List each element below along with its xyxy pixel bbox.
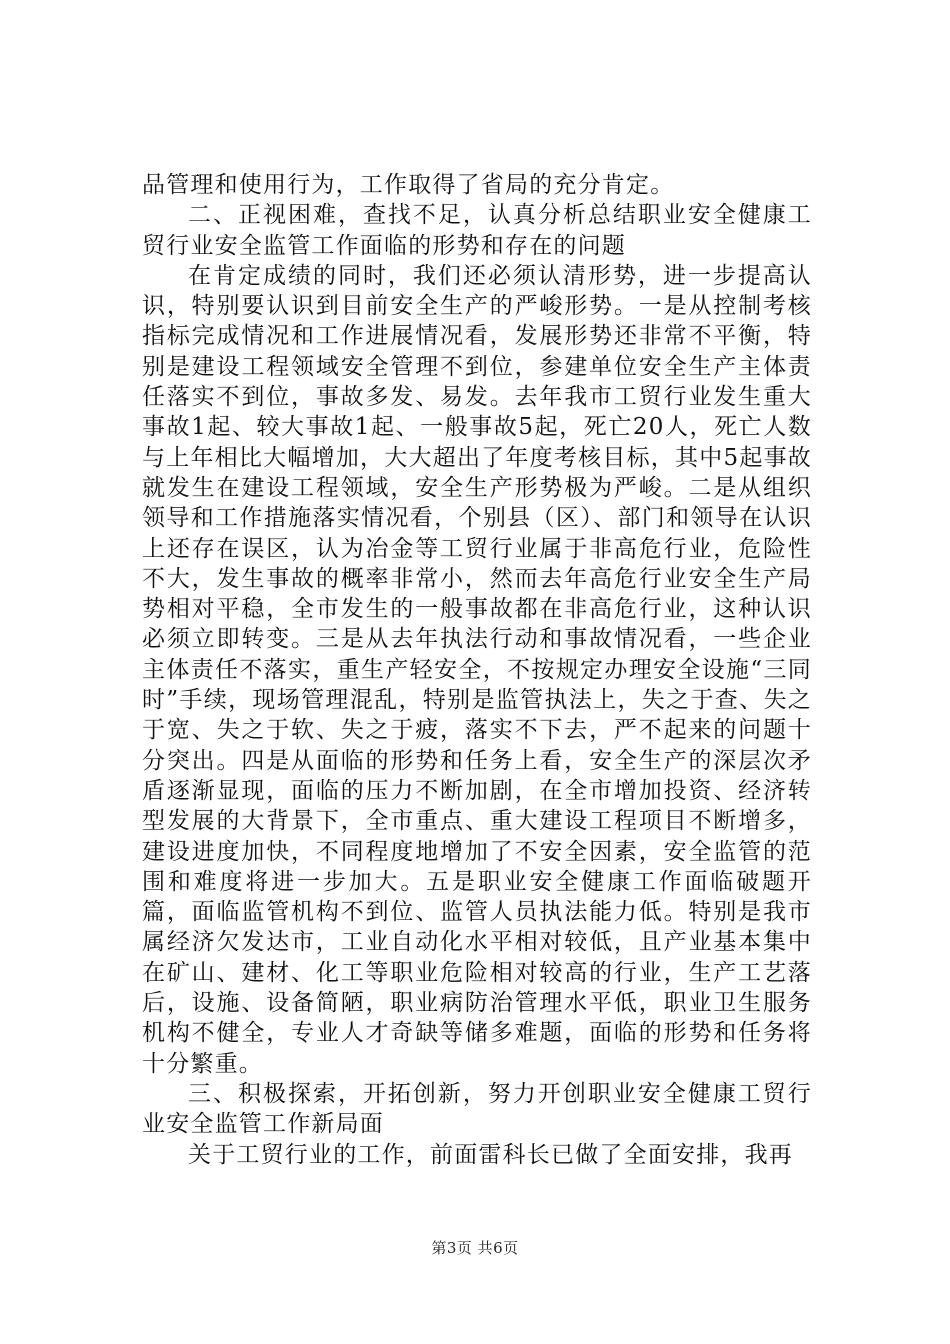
document-body xyxy=(142,170,812,1170)
page-number-footer: 第3页 共6页 xyxy=(431,1239,519,1257)
paragraph-trade-industry: 关于工贸行业的工作，前面雷科长已做了全面安排，我再 xyxy=(188,1141,793,1168)
paragraph-continuation: 品管理和使用行为，工作取得了省局的充分肯定。 xyxy=(142,172,675,198)
section-heading-3: 三、积极探索，开拓创新，努力开创职业安全健康工贸行业安全监管工作新局面 xyxy=(142,1080,812,1138)
section-heading-2: 二、正视困难，查找不足，认真分析总结职业安全健康工贸行业安全监管工作面临的形势和存在的问题 xyxy=(142,202,812,259)
paragraph-situation-analysis: 在肯定成绩的同时，我们还必须认清形势，进一步提高认识，特别要认识到目前安全生产的严峻形势。一是从控制考核指标完成情况和工作进展情况看，发展形势还非常不平衡，特别是建设工程领域安全管理不到位，参建单位安全生产主体责任落实不到位，事故多发、易发。去年我市工贸行业发生重大事故1起、较大事故1起、一般事故5起，死亡20人，死亡人数与上年相比大幅增加，大大超出了年度考核目标，其中5起事故就发生在建设工程领域，安全生产形势极为严峻。二是从组织领导和工作措施落实情况看，个别县（区）、部门和领导在认识上还存在误区，认为冶金等工贸行业属于非高危行业，危险性不大，发生事故的概率非常小，然而去年高危行业安全生产局势相对平稳，全市发生的一般事故都在非高危行业，这种认识必须立即转变。三是从去年执法行动和事故情况看，一些企业主体责任不落实，重生产轻安全，不按规定办理安全设施“三同时”手续，现场管理混乱，特别是监管执法上，失之于查、失之于宽、失之于软、失之于疲，落实不下去，严不起来的问题十分突出。四是从面临的形势和任务上看，安全生产的深层次矛盾逐渐显现，面临的压力不断加剧，在全市增加投资、经济转型发展的大背景下，全市重点、重大建设工程项目不断增多，建设进度加快，不同程度地增加了不安全因素，安全监管的范围和难度将进一步加大。五是职业安全健康工作面临破题开篇，面临监管机构不到位、监管人员执法能力低。特别是我市属经济欠发达市，工业自动化水平相对较低，且产业基本集中在矿山、建材、化工等职业危险相对较高的行业，生产工艺落后，设施、设备简陋，职业病防治管理水平低，职业卫生服务机构不健全，专业人才奇缺等储多难题，面临的形势和任务将十分繁重。 xyxy=(142,262,812,1077)
